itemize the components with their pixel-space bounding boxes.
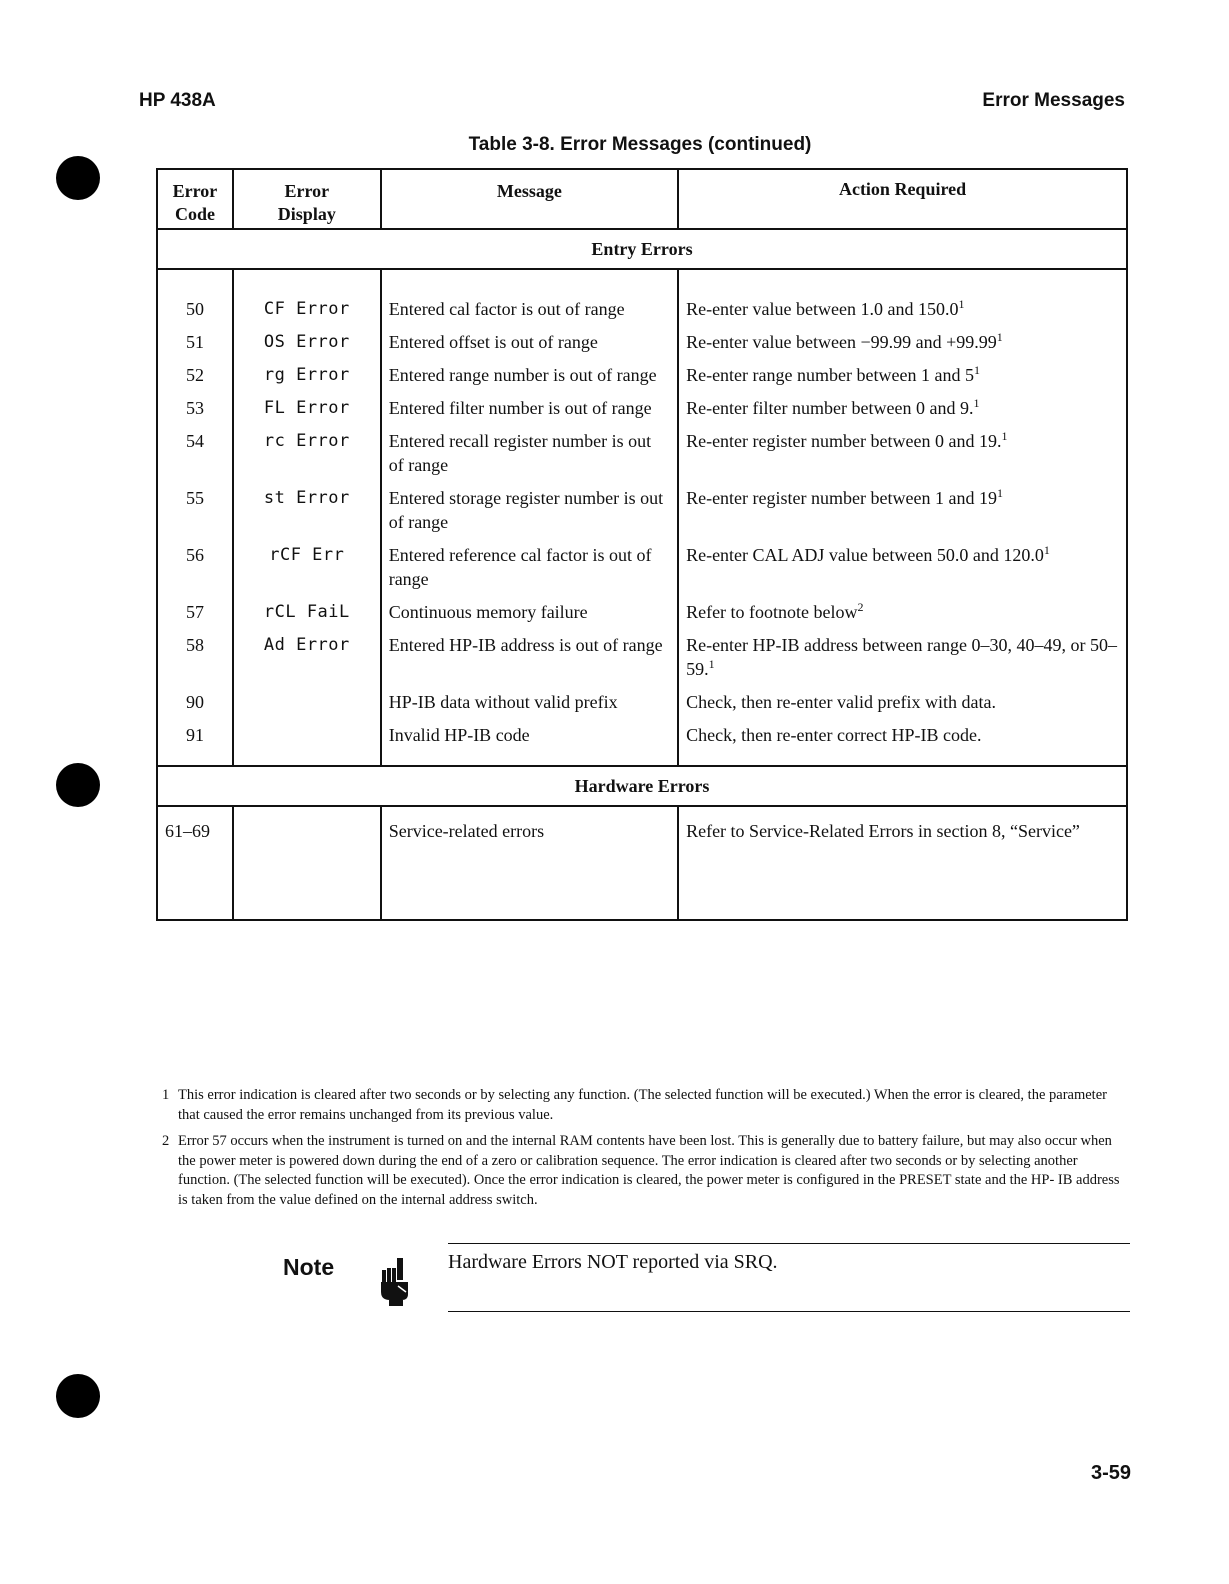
action-required [678, 354, 1127, 387]
table-row [157, 321, 1127, 354]
footnote-text: Error 57 occurs when the instrument is turned on and the internal RAM contents have been lost. This is generally due to battery failure, but may also occur when the power meter is powered down during the end of a zero or calibration sequence. The error indication is cleared after two seconds or by selecting another function. (The selected function will be executed). Once the error indication is cleared, the power meter is configured in the PRESET state and the HP- IB address is taken from the value defined on the internal address switch. [178, 1133, 1120, 1208]
error-display: FL Error [233, 387, 381, 420]
section-title: Hardware Errors [157, 766, 1127, 806]
col-header-message: Message [381, 169, 678, 229]
error-display: rg Error [233, 354, 381, 387]
footnote-ref: 1 [973, 396, 980, 410]
action-text: Re-enter CAL ADJ value between 50.0 and 120.0 [686, 545, 1044, 565]
action-required [678, 321, 1127, 354]
action-required [678, 714, 1127, 747]
table-row [157, 591, 1127, 624]
action-required [678, 288, 1127, 321]
section-header-row [157, 766, 1127, 806]
spacer-row [157, 747, 1127, 766]
col-header-code [157, 169, 233, 229]
footnote-ref: 1 [958, 297, 965, 311]
col-header-display [233, 169, 381, 229]
page-number: 3-59 [1090, 1462, 1131, 1484]
section-header-row [157, 229, 1127, 269]
action-required [678, 420, 1127, 477]
error-display: st Error [233, 477, 381, 534]
section-title: Entry Errors [157, 229, 1127, 269]
error-message: Entered offset is out of range [381, 321, 678, 354]
action-text: Re-enter range number between 1 and 5 [686, 365, 974, 385]
footnote-ref: 1 [996, 330, 1003, 344]
action-text: Refer to Service-Related Errors in section 8, “Service” [686, 821, 1080, 841]
col-header-display-line2: Display [277, 204, 336, 224]
error-display [233, 806, 381, 920]
table-row [157, 714, 1127, 747]
action-required [678, 681, 1127, 714]
error-code: 57 [157, 591, 233, 624]
spacer-cell [157, 747, 233, 766]
spacer-cell [381, 747, 678, 766]
table-row [157, 681, 1127, 714]
error-code: 90 [157, 681, 233, 714]
binder-hole-top [56, 156, 100, 200]
note-label: Note [283, 1254, 335, 1280]
action-required [678, 806, 1127, 920]
error-display: rCL FaiL [233, 591, 381, 624]
footnote-ref: 1 [1043, 543, 1050, 557]
error-code: 52 [157, 354, 233, 387]
col-header-code-line2: Code [174, 204, 215, 224]
spacer-cell [381, 269, 678, 288]
action-text: Check, then re-enter valid prefix with data. [686, 692, 996, 712]
footnote-number: 2 [162, 1133, 170, 1149]
action-required [678, 387, 1127, 420]
action-text: Refer to footnote below [686, 602, 858, 622]
footnote-text: This error indication is cleared after two seconds or by selecting any function. (The selected function will be executed.) When the error is cleared, the parameter that caused the error remains unchanged from its previous value. [178, 1087, 1107, 1123]
table-row [157, 624, 1127, 681]
error-code: 51 [157, 321, 233, 354]
table-row [157, 354, 1127, 387]
action-required [678, 591, 1127, 624]
error-display: CF Error [233, 288, 381, 321]
table-row [157, 806, 1127, 920]
error-message: Service-related errors [381, 806, 678, 920]
error-code: 58 [157, 624, 233, 681]
error-display: Ad Error [233, 624, 381, 681]
action-text: Re-enter value between −99.99 and +99.99 [686, 332, 997, 352]
footnote-ref: 1 [1001, 429, 1008, 443]
note-rule-top [448, 1243, 1130, 1244]
spacer-cell [157, 269, 233, 288]
action-required [678, 477, 1127, 534]
error-display [233, 714, 381, 747]
error-message: Entered recall register number is out of range [381, 420, 678, 477]
error-display: OS Error [233, 321, 381, 354]
error-code: 61–69 [157, 806, 233, 920]
error-display: rc Error [233, 420, 381, 477]
header-section: Error Messages [982, 90, 1125, 111]
footnote-ref: 1 [996, 486, 1003, 500]
pointing-hand-icon [378, 1256, 412, 1308]
action-text: Re-enter filter number between 0 and 9. [686, 398, 974, 418]
footnote-ref: 2 [857, 600, 864, 614]
action-text: Re-enter value between 1.0 and 150.0 [686, 299, 959, 319]
error-message: Entered filter number is out of range [381, 387, 678, 420]
footnote-ref: 1 [708, 657, 715, 671]
error-message: Entered range number is out of range [381, 354, 678, 387]
footnote-ref: 1 [973, 363, 980, 377]
error-message: Entered reference cal factor is out of range [381, 534, 678, 591]
error-code: 54 [157, 420, 233, 477]
binder-hole-bottom [56, 1374, 100, 1418]
table-row [157, 288, 1127, 321]
action-text: Re-enter HP-IB address between range 0–30, 40–49, or 50–59. [686, 635, 1117, 679]
note-text: Hardware Errors NOT reported via SRQ. [448, 1251, 778, 1273]
footnote [162, 1086, 1130, 1125]
action-required [678, 534, 1127, 591]
table-row [157, 534, 1127, 591]
table-row [157, 477, 1127, 534]
error-message: Entered HP-IB address is out of range [381, 624, 678, 681]
spacer-cell [678, 269, 1127, 288]
footnote-number: 1 [162, 1087, 170, 1103]
error-display: rCF Err [233, 534, 381, 591]
table-caption: Table 3-8. Error Messages (continued) [468, 134, 812, 155]
spacer-cell [678, 747, 1127, 766]
table-body [157, 229, 1127, 920]
table-row [157, 420, 1127, 477]
action-text: Re-enter register number between 0 and 19. [686, 431, 1002, 451]
col-header-code-line1: Error [172, 181, 218, 201]
error-code: 91 [157, 714, 233, 747]
header-model: HP 438A [139, 90, 216, 111]
error-message: Invalid HP-IB code [381, 714, 678, 747]
error-message: Entered cal factor is out of range [381, 288, 678, 321]
table-row [157, 387, 1127, 420]
col-header-display-line1: Error [284, 181, 330, 201]
error-code: 53 [157, 387, 233, 420]
action-text: Check, then re-enter correct HP-IB code. [686, 725, 982, 745]
action-text: Re-enter register number between 1 and 19 [686, 488, 997, 508]
error-table [156, 168, 1128, 921]
col-header-action: Action Required [678, 169, 1127, 229]
footnote [162, 1132, 1130, 1210]
error-code: 55 [157, 477, 233, 534]
binder-hole-middle [56, 763, 100, 807]
action-required [678, 624, 1127, 681]
error-code: 56 [157, 534, 233, 591]
spacer-row [157, 269, 1127, 288]
spacer-cell [233, 269, 381, 288]
error-display [233, 681, 381, 714]
table-header-row [157, 169, 1127, 229]
error-code: 50 [157, 288, 233, 321]
error-message: Continuous memory failure [381, 591, 678, 624]
error-message: HP-IB data without valid prefix [381, 681, 678, 714]
spacer-cell [233, 747, 381, 766]
error-message: Entered storage register number is out of range [381, 477, 678, 534]
footnotes [162, 1086, 1130, 1217]
note-rule-bottom [448, 1311, 1130, 1312]
